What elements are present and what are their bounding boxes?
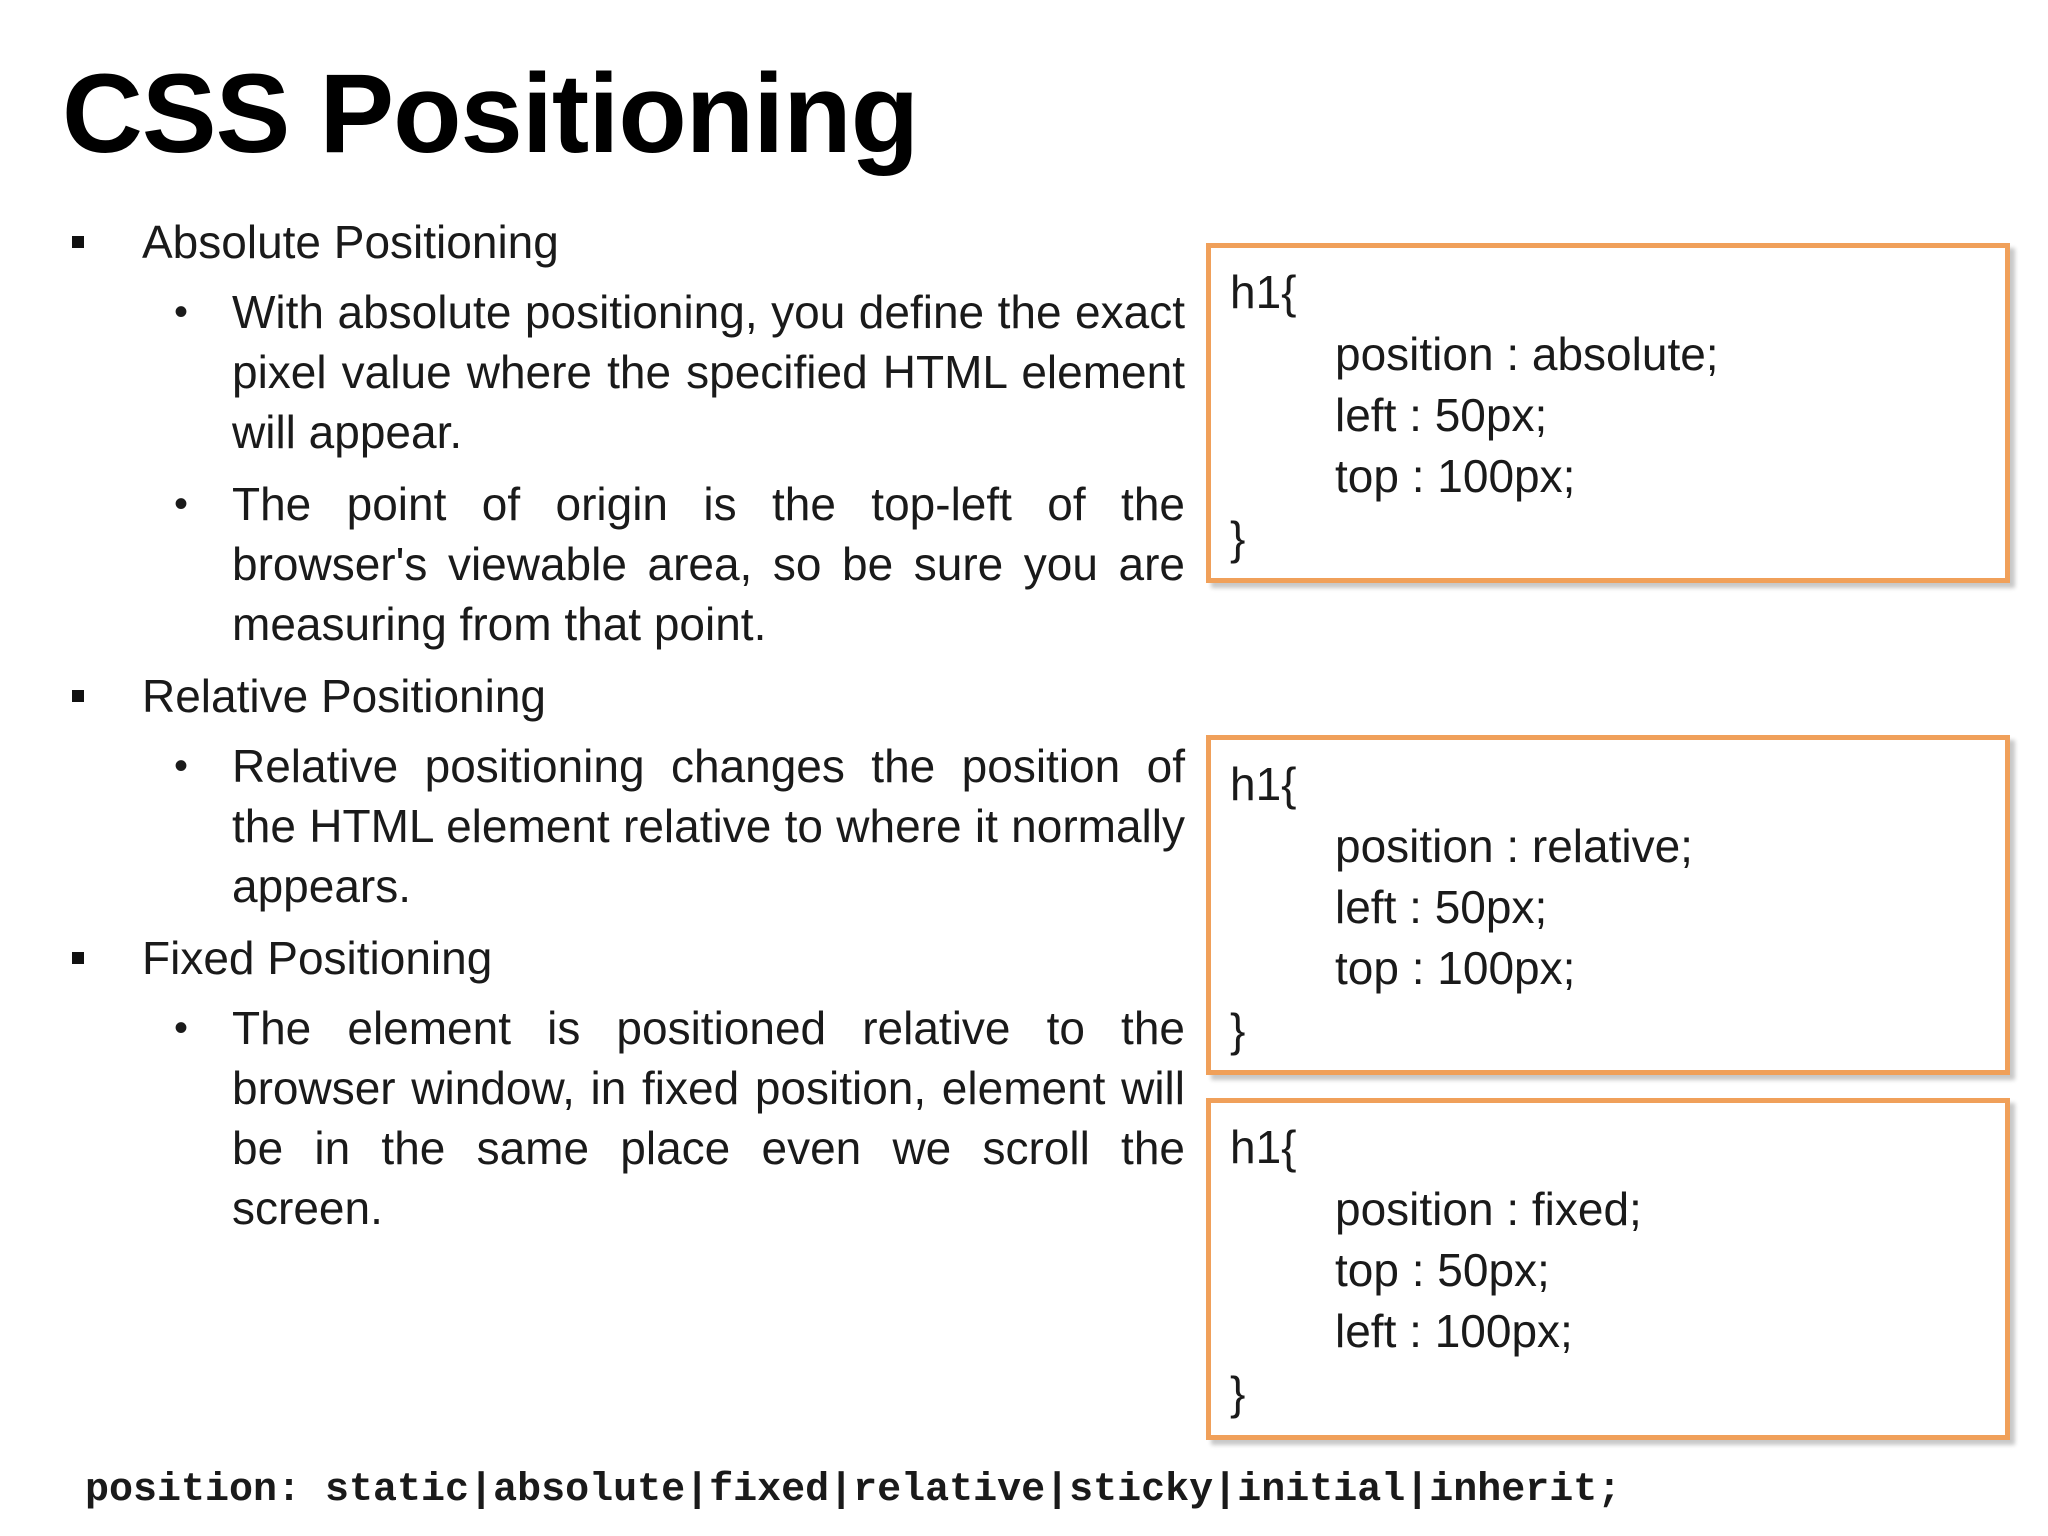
code-line: position : absolute; — [1335, 328, 1719, 380]
code-line: top : 50px; — [1335, 1244, 1550, 1296]
bullet-item — [70, 474, 1185, 654]
bullet-text: With absolute positioning, you define the exact pixel value where the specified HTML element will appear. — [232, 286, 1185, 458]
code-line: top : 100px; — [1335, 450, 1576, 502]
square-bullet-icon — [72, 690, 84, 702]
bullet-text: Relative positioning changes the position of the HTML element relative to where it normally appears. — [232, 740, 1185, 912]
code-close-brace: } — [1230, 512, 1246, 564]
code-line: left : 100px; — [1335, 1305, 1573, 1357]
code-box-absolute — [1206, 243, 2010, 583]
round-bullet-icon: • — [174, 482, 189, 526]
section-heading-text: Relative Positioning — [142, 670, 547, 722]
slide-title: CSS Positioning — [62, 51, 919, 176]
code-open-brace: h1{ — [1230, 1121, 1297, 1173]
code-line: top : 100px; — [1335, 942, 1576, 994]
code-open-brace: h1{ — [1230, 758, 1297, 810]
bullet-item — [70, 998, 1185, 1238]
code-close-brace: } — [1230, 1367, 1246, 1419]
position-syntax-line: position: static|absolute|fixed|relative|sticky|initial|inherit; — [85, 1468, 1622, 1513]
code-open-brace: h1{ — [1230, 266, 1297, 318]
code-close-brace: } — [1230, 1004, 1246, 1056]
section-heading-text: Absolute Positioning — [142, 216, 559, 268]
code-box-fixed — [1206, 1098, 2010, 1440]
bullet-text: The point of origin is the top-left of the browser's viewable area, so be sure you are measuring from that point. — [232, 478, 1185, 650]
section-heading-relative — [70, 666, 1185, 726]
round-bullet-icon: • — [174, 1006, 189, 1050]
code-line: left : 50px; — [1335, 881, 1548, 933]
section-heading-text: Fixed Positioning — [142, 932, 493, 984]
round-bullet-icon: • — [174, 290, 189, 334]
square-bullet-icon — [72, 952, 84, 964]
code-line: left : 50px; — [1335, 389, 1548, 441]
bullet-content — [70, 212, 1185, 1250]
section-heading-absolute — [70, 212, 1185, 272]
square-bullet-icon — [72, 236, 84, 248]
section-heading-fixed — [70, 928, 1185, 988]
bullet-item — [70, 282, 1185, 462]
code-box-relative — [1206, 735, 2010, 1075]
code-line: position : fixed; — [1335, 1183, 1642, 1235]
bullet-text: The element is positioned relative to the browser window, in fixed position, element will be in the same place even we scroll the screen. — [232, 1002, 1185, 1234]
code-line: position : relative; — [1335, 820, 1693, 872]
round-bullet-icon: • — [174, 744, 189, 788]
bullet-item — [70, 736, 1185, 916]
